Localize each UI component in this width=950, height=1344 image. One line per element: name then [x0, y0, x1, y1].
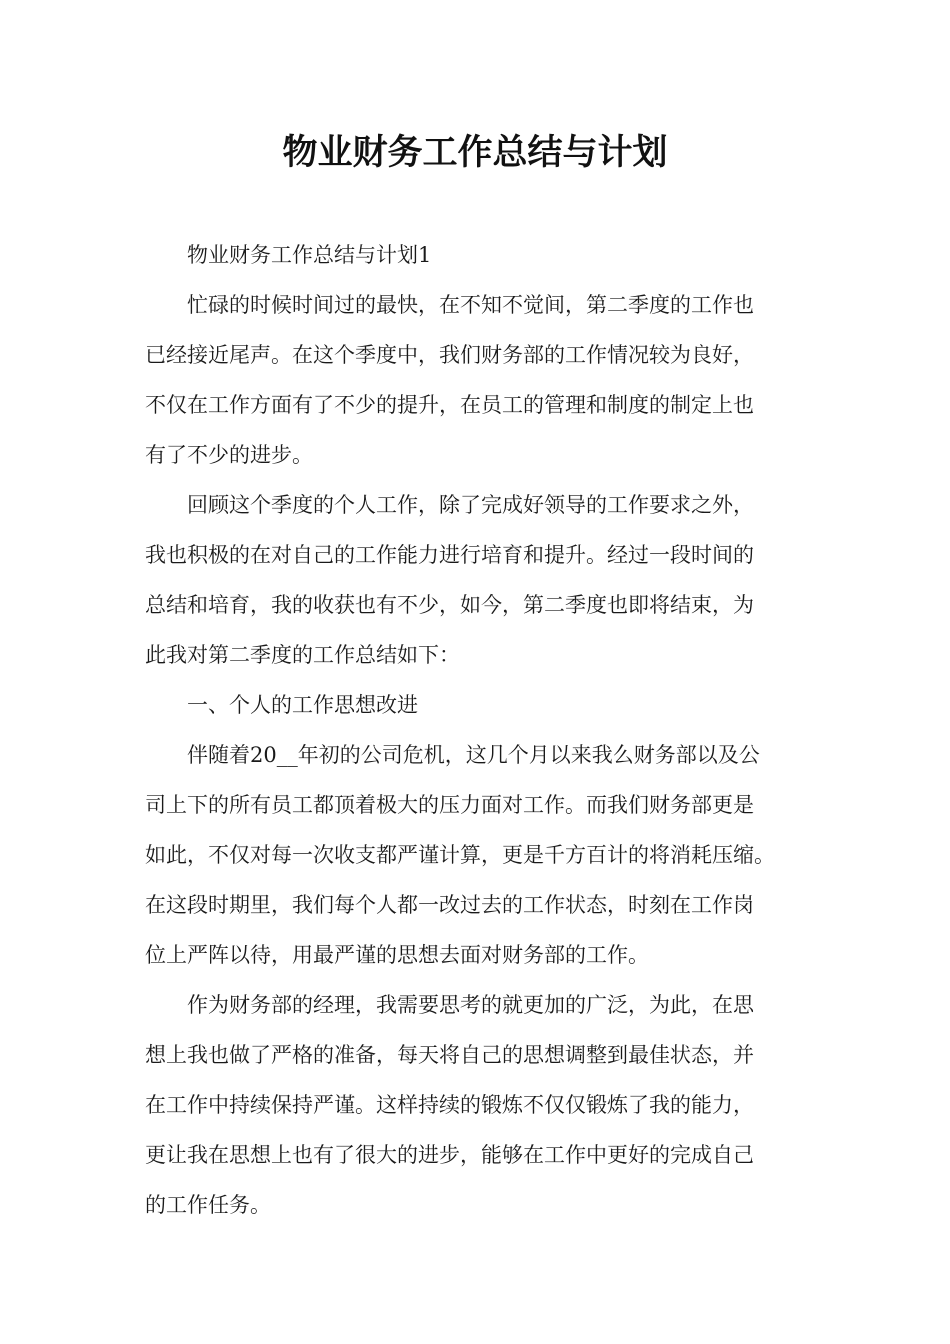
document-title: 物业财务工作总结与计划 [282, 133, 668, 173]
subsection-heading: 一、个人的工作思想改进 [187, 693, 418, 717]
paragraph: 忙碌的时候时间过的最快，在不知不觉间，第二季度的工作也 已经接近尾声。在这个季度中，我们财务部的工作情况较为良好， 不仅在工作方面有了不少的提升，在员工的管理和制度的制定上也 有了不少的进步。 [145, 293, 754, 467]
section-heading: 物业财务工作总结与计划1 [187, 243, 432, 267]
document-body [145, 230, 810, 1230]
paragraph: 回顾这个季度的个人工作，除了完成好领导的工作要求之外， 我也积极的在对自己的工作能力进行培育和提升。经过一段时间的 总结和培育，我的收获也有不少，如今，第二季度也即将结束，为 此我对第二季度的工作总结如下： [145, 493, 754, 667]
paragraph: 作为财务部的经理，我需要思考的就更加的广泛，为此，在思 想上我也做了严格的准备，每天将自己的思想调整到最佳状态，并 在工作中持续保持严谨。这样持续的锻炼不仅仅锻炼了我的能力， 更让我在思想上也有了很大的进步，能够在工作中更好的完成自己 的工作任务。 [145, 993, 754, 1217]
paragraph: 伴随着20__年初的公司危机，这几个月以来我么财务部以及公 司上下的所有员工都顶着极大的压力面对工作。而我们财务部更是 如此，不仅对每一次收支都严谨计算，更是千方百计的将消耗压缩。 在这段时期里，我们每个人都一改过去的工作状态，时刻在工作岗 位上严阵以待，用最严谨的思想去面对财务部的工作。 [145, 743, 775, 967]
